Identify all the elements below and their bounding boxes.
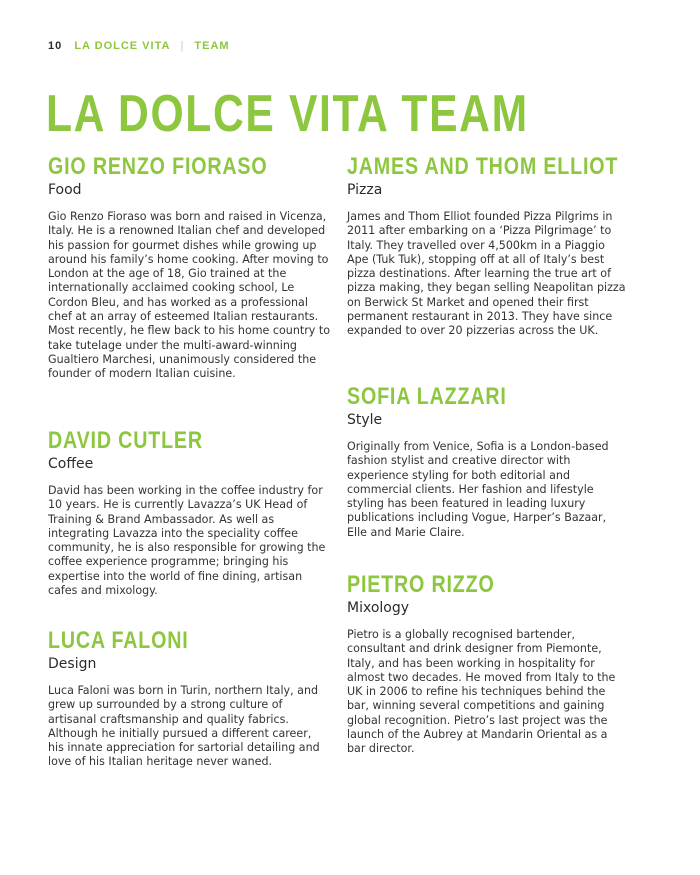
member-james-and-thom-elliot <box>347 154 629 339</box>
page-number: 10 <box>48 40 63 52</box>
member-role: Style <box>347 412 383 428</box>
member-gio-renzo-fioraso <box>48 154 330 382</box>
member-role: Coffee <box>48 456 94 472</box>
member-luca-faloni <box>48 628 330 770</box>
member-bio: Originally from Venice, Sofia is a London-based fashion stylist and creative director with experience styling for both editorial and commercial clients. Her fashion and lifestyle styling has been featured in leading luxury publications including Vogue, Harper’s Bazaar, Elle and Marie Claire. <box>347 440 609 539</box>
running-header <box>48 40 230 52</box>
member-name: DAVID CUTLER <box>48 427 203 454</box>
member-pietro-rizzo <box>347 572 629 757</box>
member-name: JAMES AND THOM ELLIOT <box>347 153 619 180</box>
section-name: LA DOLCE VITA <box>74 40 171 52</box>
page-title: LA DOLCE VITA TEAM <box>46 85 529 143</box>
header-separator: | <box>180 40 185 52</box>
member-name: LUCA FALONI <box>48 627 189 654</box>
member-david-cutler <box>48 428 330 598</box>
member-bio: David has been working in the coffee industry for 10 years. He is currently Lavazza’s UK Head of Training & Brand Ambassador. As well as integrating Lavazza into the speciality coffee community, he is also responsible for growing the coffee experience programme; bringing his expertise into the world of fine dining, artisan cafes and mixology. <box>48 484 326 598</box>
member-name: GIO RENZO FIORASO <box>48 153 268 180</box>
member-bio: James and Thom Elliot founded Pizza Pilgrims in 2011 after embarking on a ‘Pizza Pilgrimage’ to Italy. They travelled over 4,500km in a Piaggio Ape (Tuk Tuk), stopping off at all of Italy’s best pizza destinations. After learning the true art of pizza making, they began selling Neapolitan pizza on Berwick St Market and opened their first permanent restaurant in 2013. They have since expanded to over 20 pizzerias across the UK. <box>347 210 626 338</box>
member-sofia-lazzari <box>347 384 629 540</box>
member-bio: Pietro is a globally recognised bartender, consultant and drink designer from Piemonte, Italy, and has been working in hospitality for almost two decades. He moved from Italy to the UK in 2006 to refine his techniques behind the bar, winning several competitions and gaining global recognition. Pietro’s last project was the launch of the Aubrey at Mandarin Oriental as a bar director. <box>347 628 616 756</box>
member-role: Mixology <box>347 600 410 616</box>
member-role: Food <box>48 182 82 198</box>
member-bio: Gio Renzo Fioraso was born and raised in Vicenza, Italy. He is a renowned Italian chef and developed his passion for gourmet dishes while growing up around his family’s home cooking. After moving to London at the age of 18, Gio trained at the internationally acclaimed cooking school, Le Cordon Bleu, and has worked as a professional chef at an array of esteemed Italian restaurants. Most recently, he flew back to his home country to take tutelage under the multi-award-winning Gualtiero Marchesi, unanimously considered the founder of modern Italian cuisine. <box>48 210 330 381</box>
member-role: Pizza <box>347 182 383 198</box>
subsection-name: TEAM <box>194 40 230 52</box>
member-name: PIETRO RIZZO <box>347 571 495 598</box>
member-role: Design <box>48 656 97 672</box>
member-bio: Luca Faloni was born in Turin, northern Italy, and grew up surrounded by a strong culture of artisanal craftsmanship and quality fabrics. Although he initially pursued a different career, his innate appreciation for sartorial detailing and love of his Italian heritage never waned. <box>48 684 320 769</box>
member-name: SOFIA LAZZARI <box>347 383 507 410</box>
